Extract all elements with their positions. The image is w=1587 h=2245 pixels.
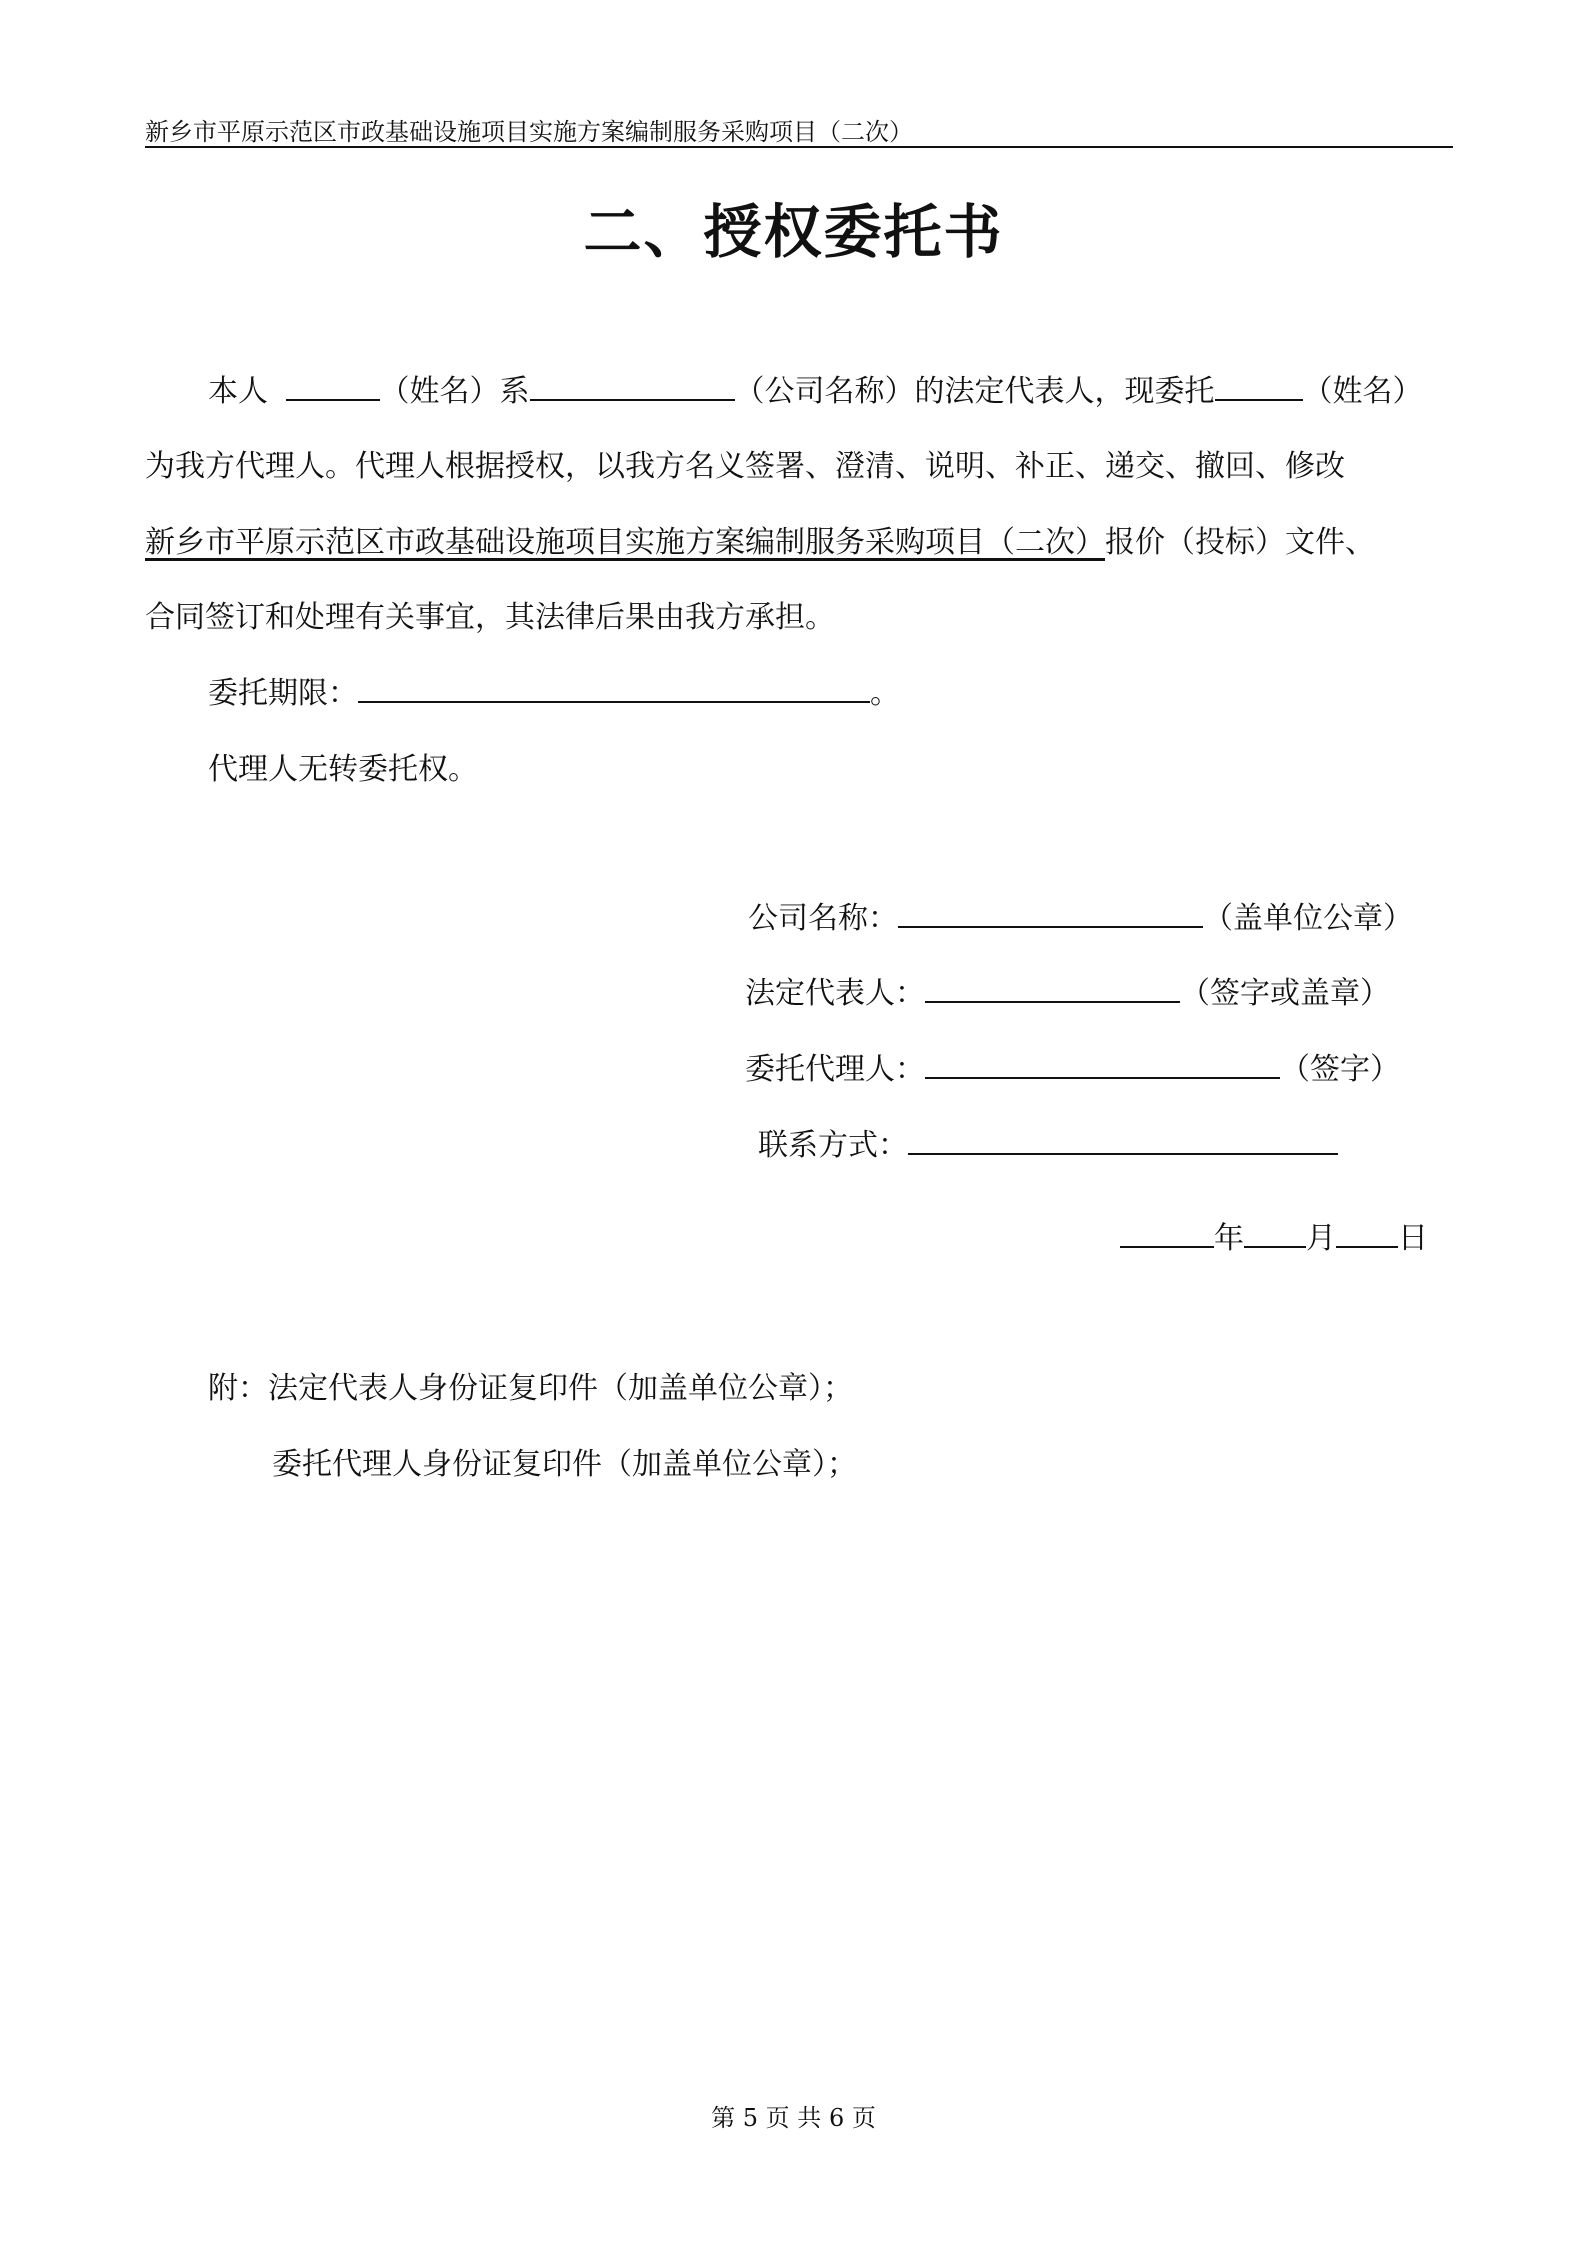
project-name-underlined: 新乡市平原示范区市政基础设施项目实施方案编制服务采购项目（二次） — [145, 525, 1105, 560]
contact-blank[interactable] — [908, 1123, 1338, 1155]
term-line — [208, 668, 900, 712]
name-blank[interactable] — [286, 369, 380, 401]
paragraph-line-1 — [208, 366, 1423, 410]
paragraph-line-2: 为我方代理人。代理人根据授权，以我方名义签署、澄清、说明、补正、递交、撤回、修改 — [145, 449, 1345, 484]
term-label: 委托期限： — [208, 676, 358, 711]
agent-blank[interactable] — [925, 1047, 1280, 1079]
text-segment: 报价（投标）文件、 — [1105, 525, 1375, 560]
paragraph-line-3 — [145, 517, 1375, 561]
year-blank[interactable] — [1120, 1216, 1214, 1248]
text-segment: 本人 — [208, 374, 268, 409]
text-segment: （公司名称）的法定代表人，现委托 — [734, 374, 1215, 409]
term-end: 。 — [870, 676, 900, 711]
attachment-2: 委托代理人身份证复印件（加盖单位公章）； — [272, 1447, 857, 1482]
date-line — [1120, 1213, 1428, 1257]
month-blank[interactable] — [1244, 1216, 1306, 1248]
day-label: 日 — [1398, 1221, 1428, 1256]
no-subdelegation: 代理人无转委托权。 — [208, 752, 478, 787]
company-label: 公司名称： — [748, 901, 898, 936]
agent-label: 委托代理人： — [745, 1052, 925, 1087]
text-segment: （姓名） — [1302, 374, 1423, 409]
legal-rep-line — [745, 968, 1390, 1012]
company-note: （盖单位公章） — [1203, 901, 1413, 936]
text-segment: （姓名）系 — [379, 374, 530, 409]
company-name-blank[interactable] — [530, 369, 735, 401]
attachment-1: 附：法定代表人身份证复印件（加盖单位公章）； — [208, 1371, 853, 1406]
paragraph-line-4: 合同签订和处理有关事宜，其法律后果由我方承担。 — [145, 600, 835, 635]
agent-line — [745, 1044, 1400, 1088]
page-header: 新乡市平原示范区市政基础设施项目实施方案编制服务采购项目（二次） — [145, 118, 913, 146]
contact-line — [758, 1120, 1338, 1164]
term-blank[interactable] — [358, 671, 870, 703]
header-divider — [145, 146, 1453, 148]
day-blank[interactable] — [1336, 1216, 1398, 1248]
legal-blank[interactable] — [925, 971, 1180, 1003]
year-label: 年 — [1214, 1221, 1244, 1256]
legal-label: 法定代表人： — [745, 976, 925, 1011]
contact-label: 联系方式： — [758, 1128, 908, 1163]
agent-note: （签字） — [1280, 1052, 1400, 1087]
company-blank[interactable] — [898, 896, 1203, 928]
document-title: 二、授权委托书 — [583, 198, 1004, 266]
company-line — [748, 893, 1413, 937]
month-label: 月 — [1306, 1221, 1336, 1256]
legal-note: （签字或盖章） — [1180, 976, 1390, 1011]
agent-name-blank[interactable] — [1215, 369, 1303, 401]
page-number: 第 5 页 共 6 页 — [711, 2104, 876, 2132]
